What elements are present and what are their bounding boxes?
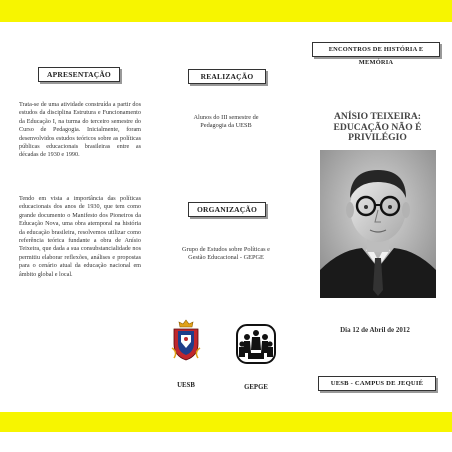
event-title-line-2: EDUCAÇÃO NÃO É PRIVILÉGIO xyxy=(333,121,422,143)
left-panel xyxy=(0,22,150,412)
uesb-label: UESB xyxy=(177,382,195,389)
realizacao-line-1: Alunos do III semestre de xyxy=(193,114,259,121)
encontros-heading: ENCONTROS DE HISTÓRIA E MEMÓRIA xyxy=(312,42,440,57)
uesb-crest-icon xyxy=(170,318,202,362)
organizacao-text xyxy=(156,246,296,262)
event-title-line-1: ANÍSIO TEIXEIRA: xyxy=(334,111,421,122)
organizacao-line-2: Gestão Educacional - GEPGE xyxy=(188,254,264,262)
event-title xyxy=(310,112,445,144)
apresentacao-heading: APRESENTAÇÃO xyxy=(38,67,120,82)
gepge-label: GEPGE xyxy=(244,384,268,391)
middle-panel xyxy=(150,22,302,412)
top-yellow-band xyxy=(0,0,452,22)
apresentacao-paragraph-1: Trata-se de uma atividade construída a partir dos estudos da disciplina Estrutura e Funcionamento da Educação I, na turma do terceiro semestre do Curso de Pedagogia. Inicialmente, foram desenvolvidos estudos teóricos sobre as políticas públicas educacionais brasileiras entre as décadas de 1930 e 1990. xyxy=(19,101,141,159)
portrait-photo xyxy=(320,150,436,298)
organizacao-line-1: Grupo de Estudos sobre Políticas e xyxy=(182,246,270,253)
realizacao-text xyxy=(160,114,292,130)
event-date: Dia 12 de Abril de 2012 xyxy=(340,326,410,334)
bottom-yellow-band xyxy=(0,412,452,432)
campus-heading: UESB - CAMPUS DE JEQUIÉ xyxy=(318,376,436,391)
gepge-logo-icon xyxy=(236,324,276,364)
organizacao-heading: ORGANIZAÇÃO xyxy=(188,202,266,217)
apresentacao-paragraph-2: Tendo em vista a importância das políticas educacionais dos anos de 1930, que tem como grande documento o Manifesto dos Pioneiros da Educação Nova, uma obra atemporal na história da educação brasileira, resolvemos utilizar como referência teórica fundante a obra de Anísio Teixeira, que dada a sua consubstancialidade nos permitiu elaborar reflexões, análises e propostas para o cenário atual da educação nacional em âmbito global e local. xyxy=(19,195,141,278)
realizacao-heading: REALIZAÇÃO xyxy=(188,69,266,84)
realizacao-line-2: Pedagogia da UESB xyxy=(200,122,252,130)
